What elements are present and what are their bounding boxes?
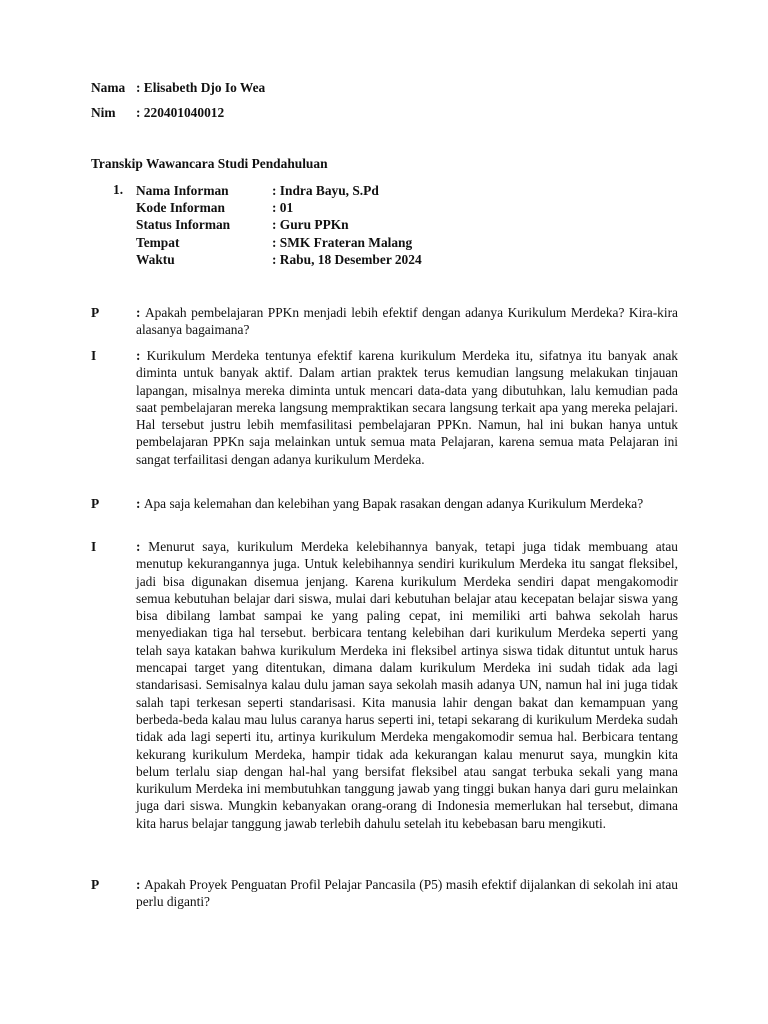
question-1 — [91, 304, 678, 339]
informant-value: : Rabu, 18 Desember 2024 — [272, 251, 422, 267]
informant-number: 1. — [113, 182, 124, 197]
informant-key: Tempat — [136, 234, 180, 250]
dialogue-text: : Apakah Proyek Penguatan Profil Pelajar Pancasila (P5) masih efektif dijalankan di sekolah ini atau perlu diganti? — [136, 877, 678, 910]
speaker-label: I — [91, 539, 97, 554]
answer-1 — [91, 347, 678, 468]
informant-row — [136, 234, 422, 251]
answer-text: Kurikulum Merdeka tentunya efektif karena kurikulum Merdeka itu, sifatnya itu banyak anak diminta untuk banyak aktif. Dalam artian praktek terus kemudian langsung melakukan tinjauan lapangan, misalnya mereka diminta untuk mencari data-data yang dibutuhkan, lalu kemudian pada saat pembelajaran mereka langsung mempraktikan secara langsung terkait apa yang mereka pelajari. Hal tersebut justru lebih memfasilitasi pembelajaran PPKn. Namun, hal ini bukan hanya untuk pembelajaran PPKn saja melainkan untuk semua mata Pelajaran, karena semua mata Pelajaran ini sangat terfailitasi dengan adanya kurikulum Merdeka. — [136, 348, 678, 467]
informant-value: : 01 — [272, 200, 294, 216]
dialogue-text: : Apa saja kelemahan dan kelebihan yang Bapak rasakan dengan adanya Kurikulum Merdeka? — [136, 496, 644, 511]
answer-2 — [91, 538, 678, 832]
question-text: Apakah Proyek Penguatan Profil Pelajar Pancasila (P5) masih efektif dijalankan di sekolah ini atau perlu diganti? — [136, 877, 678, 910]
informant-value: : Indra Bayu, S.Pd — [272, 183, 379, 198]
informant-key: Status Informan — [136, 217, 231, 233]
informant-details — [136, 182, 422, 268]
informant-row — [136, 251, 422, 268]
speaker-label: P — [91, 877, 100, 892]
dialogue-text: : Kurikulum Merdeka tentunya efektif karena kurikulum Merdeka itu, sifatnya itu banyak anak diminta untuk banyak aktif. Dalam artian praktek terus kemudian langsung melakukan tinjauan lapangan, misalnya mereka diminta untuk mencari data-data yang dibutuhkan, lalu kemudian pada saat pembelajaran mereka langsung mempraktikan secara langsung terkait apa yang mereka pelajari. Hal tersebut justru lebih memfasilitasi pembelajaran PPKn. Namun, hal ini bukan hanya untuk pembelajaran PPKn saja melainkan untuk semua mata Pelajaran, karena semua mata Pelajaran ini sangat terfailitasi dengan adanya kurikulum Merdeka. — [136, 348, 678, 467]
student-name-value: : Elisabeth Djo Io Wea — [136, 80, 266, 95]
student-nim-row — [91, 104, 224, 121]
informant-value: : Guru PPKn — [272, 217, 349, 233]
informant-row — [136, 199, 422, 216]
informant-key: Nama Informan — [136, 183, 229, 198]
speaker-label: I — [91, 348, 97, 363]
student-nim-label: Nim — [91, 105, 116, 120]
question-2 — [91, 495, 678, 512]
student-name-label: Nama — [91, 80, 126, 95]
student-nim-value: : 220401040012 — [136, 105, 225, 120]
dialogue-text: : Menurut saya, kurikulum Merdeka kelebihannya banyak, tetapi juga tidak membuang atau menutup kekurangannya juga. Untuk kelebihannya sendiri kurikulum Merdeka itu sangat fleksibel, jadi bisa digunakan disemua jenjang. Karena kurikulum Merdeka sendiri dapat mengakomodir semua kebutuhan belajar dari siswa, mulai dari kebutuhan belajar atau kecepatan belajar siswa yang bisa dibilang lambat sampai ke yang paling cepat, ini memiliki arti bahwa sekolah harus menyediakan tiga hal tersebut. berbicara tentang kelebihan dari kurikulum Merdeka seperti yang telah saya katakan bahwa kurikulum Merdeka ini fleksibel artinya siswa tidak dituntut untuk harus mencapai target yang ditentukan, dimana dalam kurikulum Merdeka ini sudah tidak ada lagi standarisasi. Semisalnya kalau dulu jaman saya sekolah masih adanya UN, namun hal ini juga tidak salah tapi terkesan seperti standarisasi. Kita manusia lahir dengan bakat dan kemampuan yang berbeda-beda kalau mau lulus caranya harus seperti ini, tetapi sekarang di kurikulum Merdeka sudah tidak ada lagi seperti itu, artinya kurikulum Merdeka mengakomodir semua hal. Berbicara tentang kekurang kurikulum Merdeka, hampir tidak ada kekurangan kalau menurut saya, mungkin kita belum terlalu siap dengan hal-hal yang bersifat fleksibel atau sangat terbuka sekali yang mana kurikulum Merdeka ini membutuhkan tanggung jawab yang tinggi bukan hanya dari guru melainkan juga dari siswa. Mungkin kebanyakan orang-orang di Indonesia memerlukan hal tersebut, dimana kita harus belajar tanggung jawab terlebih dahulu setelah itu kebebasan baru mengikuti. — [136, 539, 678, 831]
informant-row — [136, 182, 422, 199]
question-text: Apa saja kelemahan dan kelebihan yang Bapak rasakan dengan adanya Kurikulum Merdeka? — [143, 496, 644, 511]
informant-key: Waktu — [136, 251, 175, 267]
question-text: Apakah pembelajaran PPKn menjadi lebih efektif dengan adanya Kurikulum Merdeka? Kira-kira alasanya bagaimana? — [136, 305, 678, 338]
answer-text: Menurut saya, kurikulum Merdeka kelebihannya banyak, tetapi juga tidak membuang atau menutup kekurangannya juga. Untuk kelebihannya sendiri kurikulum Merdeka itu sangat fleksibel, jadi bisa digunakan disemua jenjang. Karena kurikulum Merdeka sendiri dapat mengakomodir semua kebutuhan belajar dari siswa, mulai dari kebutuhan belajar atau kecepatan belajar siswa yang bisa dibilang lambat sampai ke yang paling cepat, ini memiliki arti bahwa sekolah harus menyediakan tiga hal tersebut. berbicara tentang kelebihan dari kurikulum Merdeka seperti yang telah saya katakan bahwa kurikulum Merdeka ini fleksibel artinya siswa tidak dituntut untuk harus mencapai target yang ditentukan, dimana dalam kurikulum Merdeka ini sudah tidak ada lagi standarisasi. Semisalnya kalau dulu jaman saya sekolah masih adanya UN, namun hal ini juga tidak salah tapi terkesan seperti standarisasi. Kita manusia lahir dengan bakat dan kemampuan yang berbeda-beda kalau mau lulus caranya harus seperti ini, tetapi sekarang di kurikulum Merdeka sudah tidak ada lagi seperti itu, artinya kurikulum Merdeka mengakomodir semua hal. Berbicara tentang kekurang kurikulum Merdeka, hampir tidak ada kekurangan kalau menurut saya, mungkin kita belum terlalu siap dengan hal-hal yang bersifat fleksibel atau sangat terbuka sekali yang mana kurikulum Merdeka ini membutuhkan tanggung jawab yang tinggi bukan hanya dari guru melainkan juga dari siswa. Mungkin kebanyakan orang-orang di Indonesia memerlukan hal tersebut, dimana kita harus belajar tanggung jawab terlebih dahulu setelah itu kebebasan baru mengikuti. — [136, 539, 678, 831]
speaker-label: P — [91, 496, 100, 511]
informant-key: Kode Informan — [136, 200, 225, 216]
informant-row — [136, 216, 422, 233]
student-name-row — [91, 79, 265, 96]
question-3 — [91, 876, 678, 911]
dialogue-text: : Apakah pembelajaran PPKn menjadi lebih efektif dengan adanya Kurikulum Merdeka? Kira-kira alasanya bagaimana? — [136, 305, 678, 338]
informant-value: : SMK Frateran Malang — [272, 234, 413, 250]
speaker-label: P — [91, 305, 100, 320]
document-title: Transkip Wawancara Studi Pendahuluan — [91, 156, 328, 171]
